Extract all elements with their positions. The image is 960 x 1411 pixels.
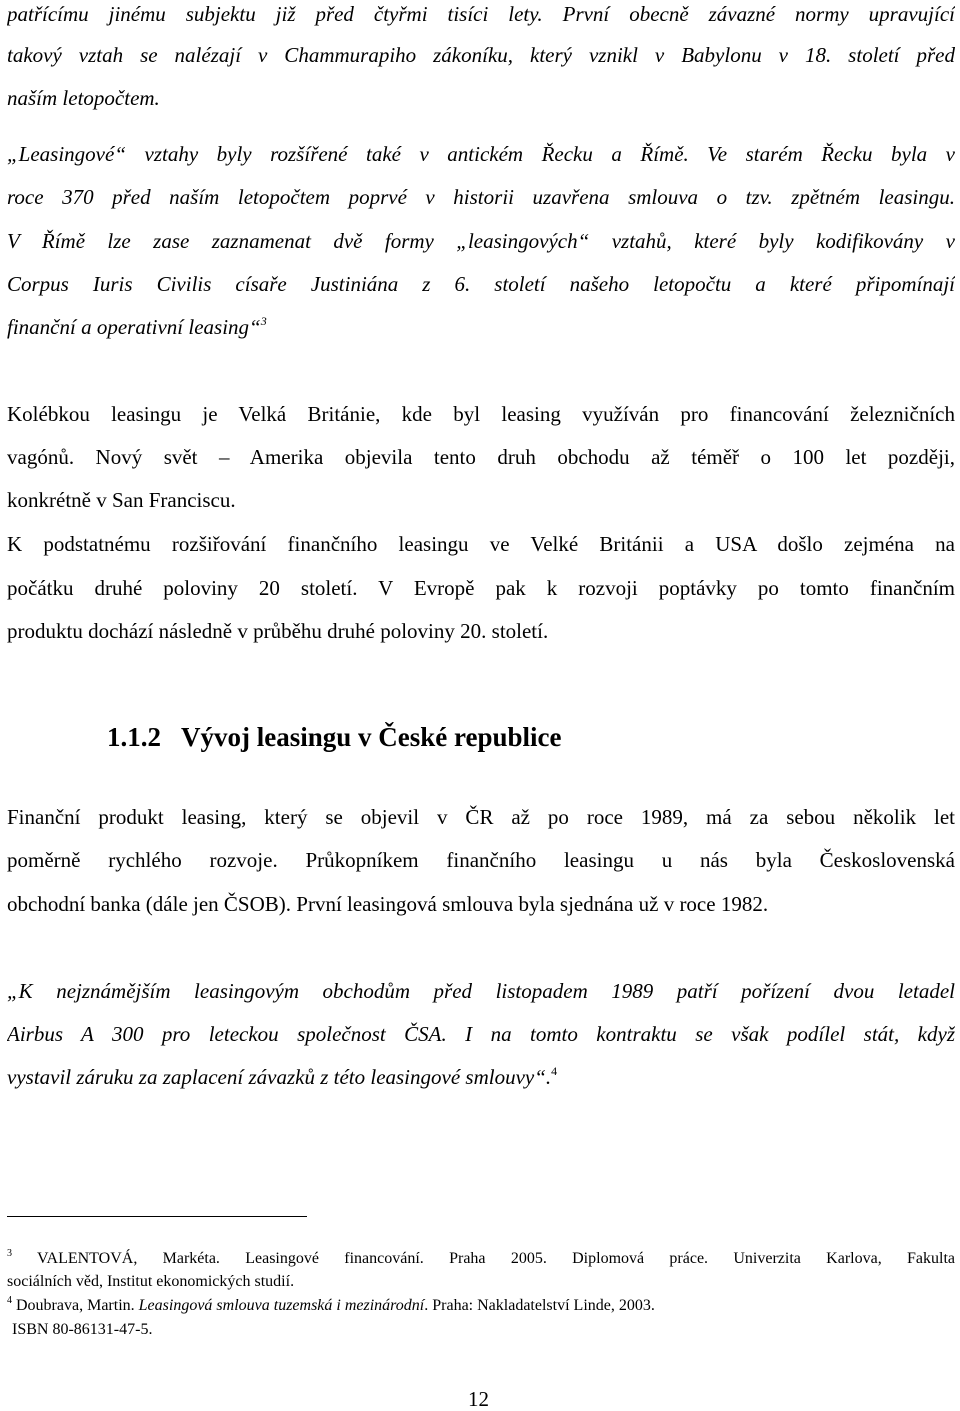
footnote-3-text: VALENTOVÁ, Markéta. Leasingové financování. Praha 2005. Diplomová práce. Univerzita Karlova, Fakulta xyxy=(37,1250,955,1267)
paragraph-6-line-2: Airbus A 300 pro leteckou společnost ČSA. I na tomto kontraktu se však podílel stát, když xyxy=(7,1022,955,1046)
paragraph-2-line-5 xyxy=(7,313,267,341)
paragraph-1-line-3: naším letopočtem. xyxy=(7,86,160,110)
paragraph-2-line-4: Corpus Iuris Civilis císaře Justiniána z 6. století našeho letopočtu a které připomínají xyxy=(7,272,955,296)
page-number: 12 xyxy=(468,1387,489,1411)
section-number: 1.1.2 xyxy=(107,722,161,752)
section-title: Vývoj leasingu v České republice xyxy=(181,722,562,752)
footnote-separator xyxy=(7,1216,307,1217)
paragraph-5-line-2: poměrně rychlého rozvoje. Průkopníkem finančního leasingu u nás byla Československá xyxy=(7,848,955,872)
paragraph-2-line-1: „Leasingové“ vztahy byly rozšířené také v antickém Řecku a Římě. Ve starém Řecku byla v xyxy=(7,142,955,166)
footnote-4-line-1 xyxy=(7,1296,955,1316)
paragraph-4-line-2: počátku druhé poloviny 20 století. V Evropě pak k rozvoji poptávky po tomto finančním xyxy=(7,576,955,600)
paragraph-5-line-3: obchodní banka (dále jen ČSOB). První leasingová smlouva byla sjednána už v roce 1982. xyxy=(7,892,769,916)
paragraph-6-line-1: „K nejznámějším leasingovým obchodům před listopadem 1989 patří pořízení dvou letadel xyxy=(7,979,955,1003)
footnote-4-author: Doubrava, Martin. xyxy=(16,1297,139,1314)
paragraph-1-line-1: patřícímu jinému subjektu již před čtyřmi tisíci lety. První obecně závazné normy upravující xyxy=(7,2,955,26)
footnote-3-line-1 xyxy=(7,1249,955,1269)
footnote-4-publisher: . Praha: Nakladatelství Linde, 2003. xyxy=(424,1297,655,1314)
paragraph-6-line-3 xyxy=(7,1063,557,1091)
paragraph-6-line-3-text: vystavil záruku za zaplacení závazků z této leasingové smlouvy“. xyxy=(7,1065,552,1089)
footnote-ref-4: 4 xyxy=(551,1064,558,1078)
paragraph-1-line-2: takový vztah se nalézají v Chammurapiho zákoníku, který vznikl v Babylonu v 18. století před xyxy=(7,43,955,67)
paragraph-3-line-3: konkrétně v San Franciscu. xyxy=(7,488,236,512)
footnote-3-line-2: sociálních věd, Institut ekonomických studií. xyxy=(7,1273,295,1290)
paragraph-2-line-5-text: finanční a operativní leasing“ xyxy=(7,315,261,339)
footnote-3-mark: 3 xyxy=(7,1249,12,1259)
section-heading xyxy=(107,720,562,754)
paragraph-4-line-3: produktu dochází následně v průběhu druhé poloviny 20. století. xyxy=(7,619,549,643)
footnote-4-mark: 4 xyxy=(7,1295,12,1306)
paragraph-2-line-3: V Římě lze zase zaznamenat dvě formy „leasingových“ vztahů, které byly kodifikovány v xyxy=(7,229,955,253)
paragraph-3-line-1: Kolébkou leasingu je Velká Británie, kde byl leasing využíván pro financování železničních xyxy=(7,402,955,426)
paragraph-2-line-2: roce 370 před naším letopočtem poprvé v historii uzavřena smlouva o tzv. zpětném leasingu. xyxy=(7,185,955,209)
footnote-ref-3: 3 xyxy=(260,314,267,328)
paragraph-4-line-1: K podstatnému rozšiřování finančního leasingu ve Velké Británii a USA došlo zejména na xyxy=(7,532,955,556)
paragraph-5-line-1: Finanční produkt leasing, který se objevil v ČR až po roce 1989, má za sebou několik let xyxy=(7,805,955,829)
paragraph-3-line-2: vagónů. Nový svět – Amerika objevila tento druh obchodu až téměř o 100 let později, xyxy=(7,445,955,469)
footnote-4-title: Leasingová smlouva tuzemská i mezinárodní xyxy=(138,1297,425,1314)
footnote-4-line-2: ISBN 80-86131-47-5. xyxy=(12,1321,153,1338)
